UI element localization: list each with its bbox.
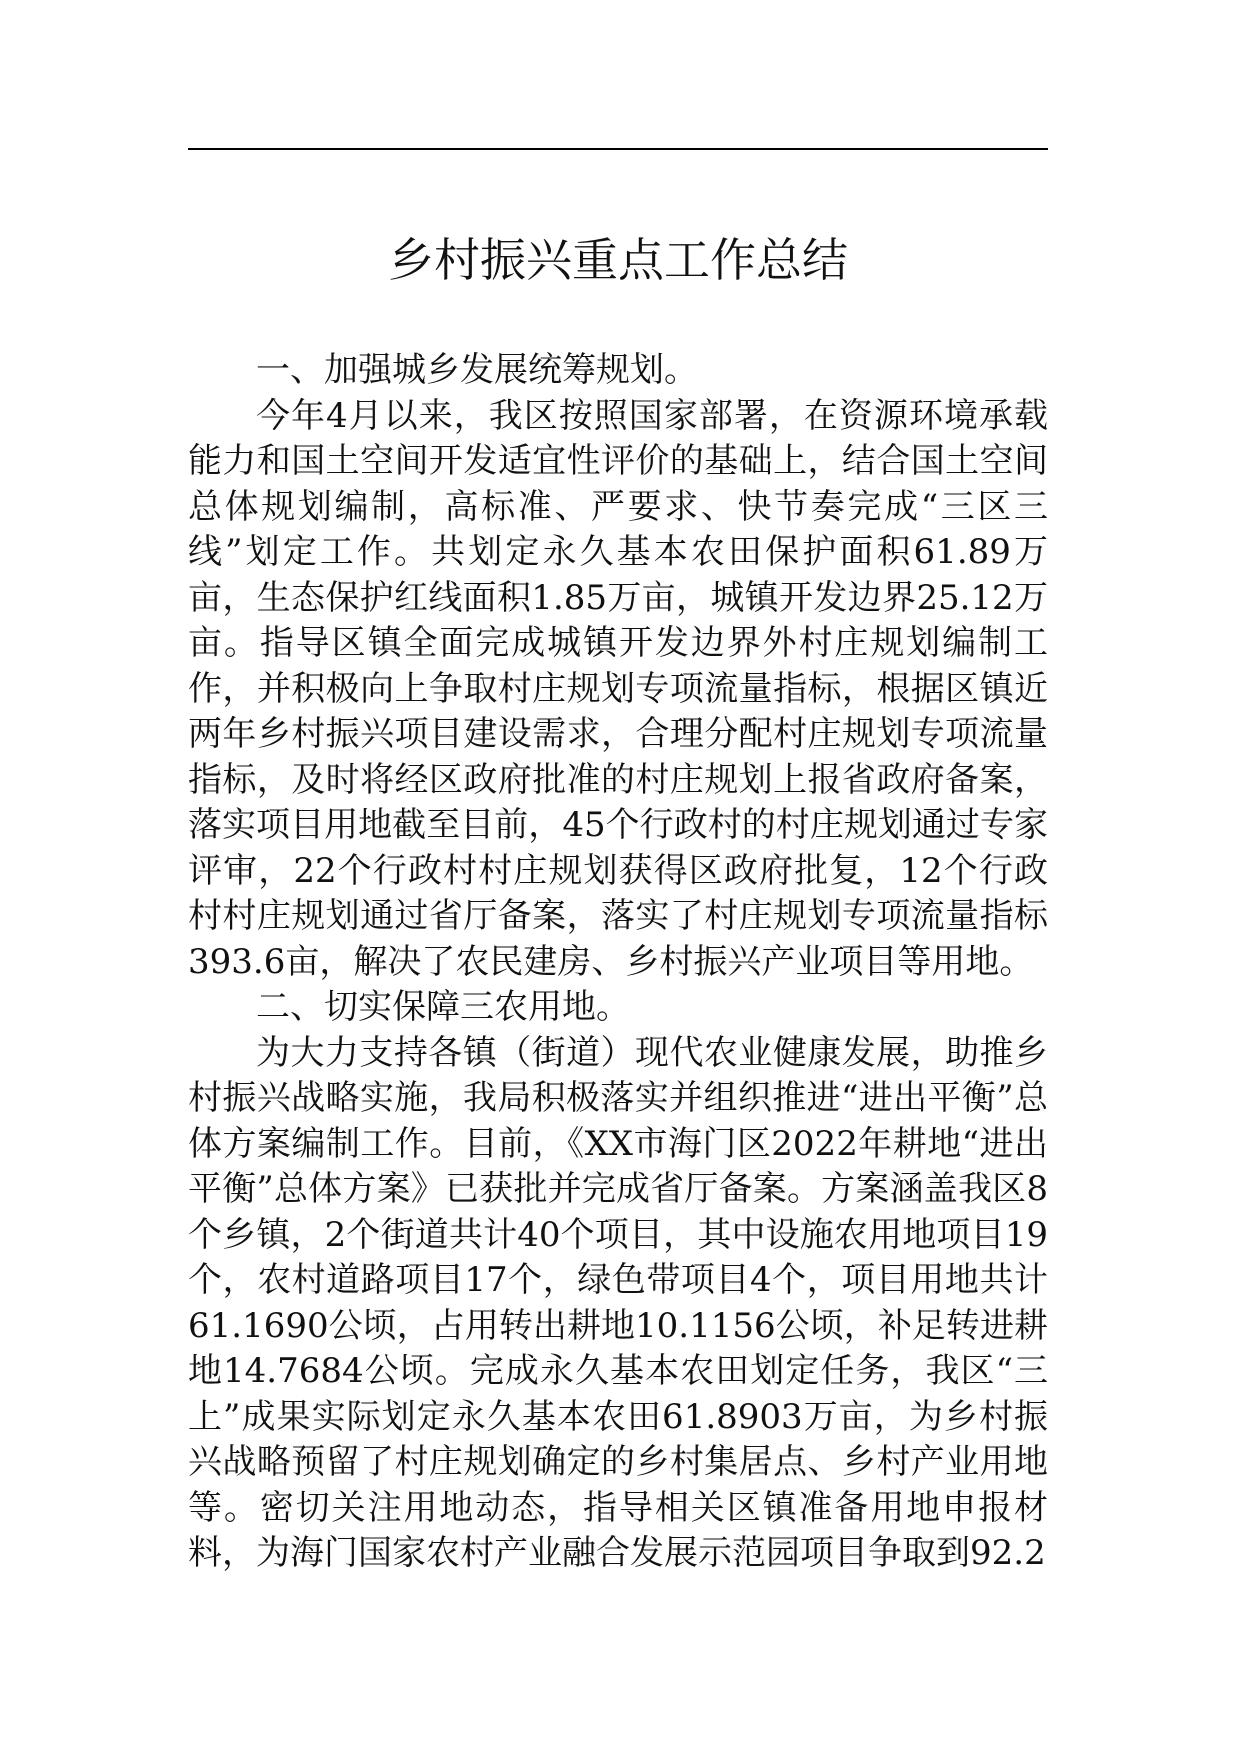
header-rule [188, 148, 1048, 150]
section-heading-1: 一、加强城乡发展统筹规划。 [256, 350, 698, 390]
section-paragraph-2: 为大力支持各镇（街道）现代农业健康发展，助推乡村振兴战略实施，我局积极落实并组织推进“进出平衡”总体方案编制工作。目前，《XX市海门区2022年耕地“进出平衡”总体方案》已获批并完成省厅备案。方案涵盖我区8个乡镇，2个街道共计40个项目，其中设施农用地项目19个，农村道路项目17个，绿色带项目4个，项目用地共计61.1690公顷，占用转出耕地10.1156公顷，补足转进耕地14.7684公顷。完成永久基本农田划定任务，我区“三上”成果实际划定永久基本农田61.8903万亩，为乡村振兴战略预留了村庄规划确定的乡村集居点、乡村产业用地等。密切关注用地动态，指导相关区镇准备用地申报材料，为海门国家农村产业融合发展示范园项目争取到92.2 [188, 1032, 1048, 1573]
document-title: 乡村振兴重点工作总结 [388, 233, 848, 287]
section-heading-2: 二、切实保障三农用地。 [256, 987, 630, 1027]
section-paragraph-1: 今年4月以来，我区按照国家部署，在资源环境承载能力和国土空间开发适宜性评价的基础上，结合国土空间总体规划编制，高标准、严要求、快节奏完成“三区三线”划定工作。共划定永久基本农田保护面积61.89万亩，生态保护红线面积1.85万亩，城镇开发边界25.12万亩。指导区镇全面完成城镇开发边界外村庄规划编制工作，并积极向上争取村庄规划专项流量指标，根据区镇近两年乡村振兴项目建设需求，合理分配村庄规划专项流量指标，及时将经区政府批准的村庄规划上报省政府备案，落实项目用地截至目前，45个行政村的村庄规划通过专家评审，22个行政村村庄规划获得区政府批复，12个行政村村庄规划通过省厅备案，落实了村庄规划专项流量指标393.6亩，解决了农民建房、乡村振兴产业项目等用地。 [188, 395, 1048, 982]
document-body [188, 348, 1048, 1577]
